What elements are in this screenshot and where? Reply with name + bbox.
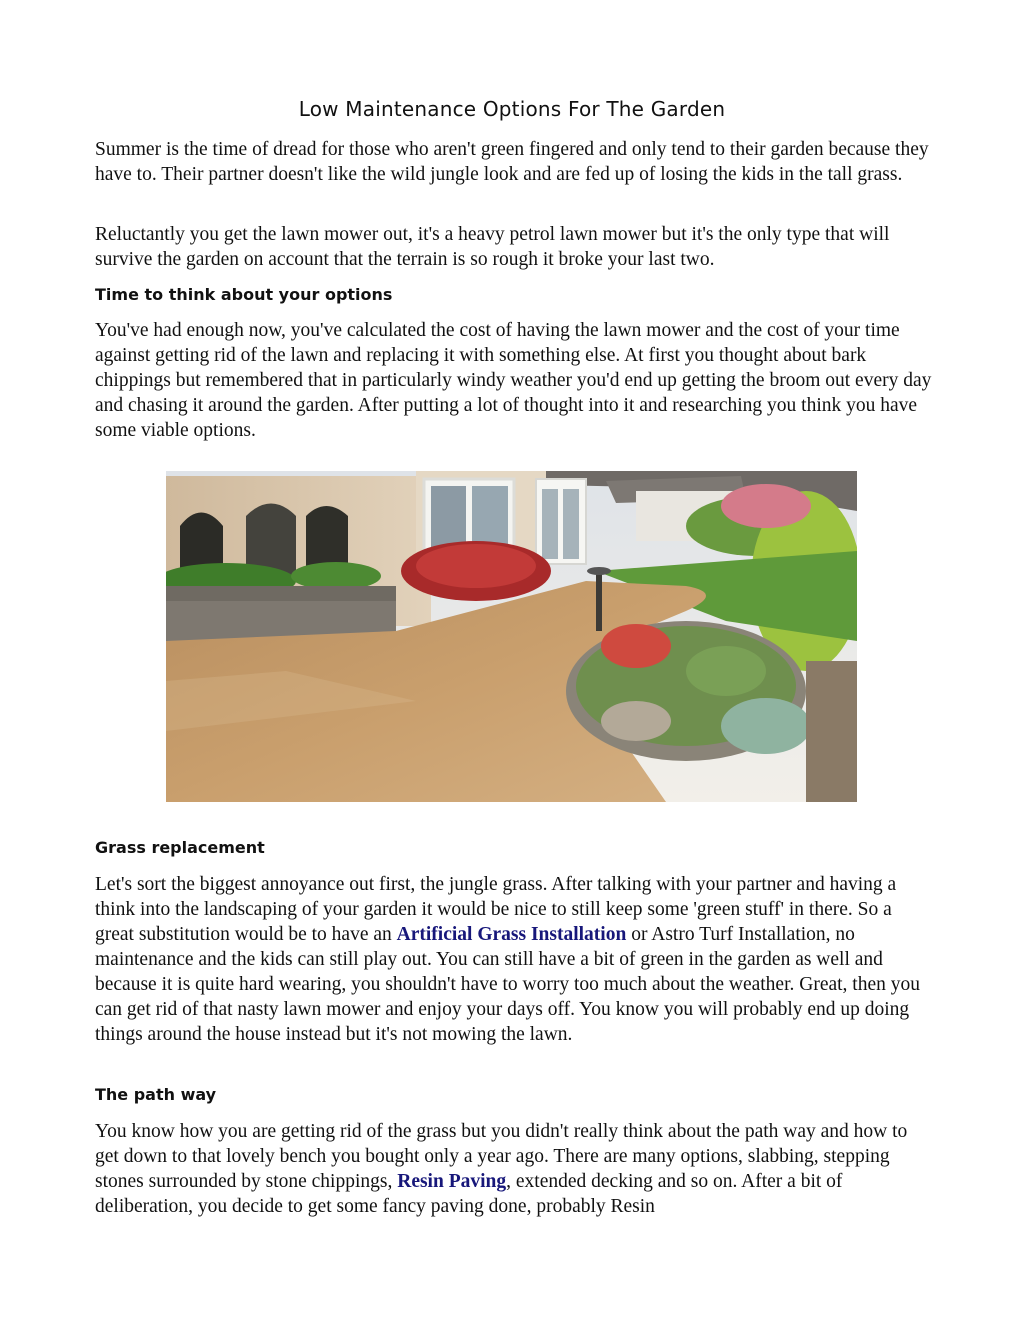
path-text-before: You know how you are getting rid of the grass but you didn't really think about the path way and how to get down to that lovely bench you bought only a year ago. There are many options, slabbing, stepping stones surrounded by stone chippings,: [95, 1121, 908, 1192]
path-paragraph: [95, 1119, 935, 1219]
heading-grass-replacement: Grass replacement: [95, 838, 265, 857]
options-paragraph: You've had enough now, you've calculated the cost of having the lawn mower and the cost of your time against getting rid of the lawn and replacing it with something else. At first you thought about bark chippings but remembered that in particularly windy weather you'd end up getting the broom out every day and chasing it around the garden. After putting a lot of thought into it and researching you think you have some viable options.: [95, 320, 932, 441]
garden-photo-illustration: [166, 471, 857, 802]
intro-paragraph-1: Summer is the time of dread for those who aren't green fingered and only tend to their garden because they have to. Their partner doesn't like the wild jungle look and are fed up of losing the kids in the tall grass.: [95, 139, 929, 185]
heading-path-way: The path way: [95, 1085, 217, 1104]
grass-text-after: or Astro Turf Installation, no maintenance and the kids can still play out. You can still have a bit of green in the garden as well and because it is quite hard wearing, you shouldn't have to worry too much about the weather. Great, then you can get rid of that nasty lawn mower and enjoy your days off. You know you will probably end up doing things around the house instead but it's not mowing the lawn.: [95, 924, 920, 1045]
path-text-after: , extended decking and so on. After a bit of deliberation, you decide to get some fancy paving done, probably Resin: [95, 1171, 843, 1217]
heading-options: Time to think about your options: [95, 285, 393, 304]
artificial-grass-link[interactable]: Artificial Grass Installation: [396, 924, 627, 945]
garden-photo: [166, 471, 857, 802]
grass-text-before: Let's sort the biggest annoyance out first, the jungle grass. After talking with your partner and having a think into the landscaping of your garden it would be nice to still keep some 'green stuff' in there. So a great substitution would be to have an: [95, 874, 897, 945]
grass-paragraph: [95, 872, 935, 1047]
page-title: Low Maintenance Options For The Garden: [298, 97, 726, 121]
resin-paving-link[interactable]: Resin Paving: [397, 1171, 507, 1192]
intro-paragraph-2: Reluctantly you get the lawn mower out, it's a heavy petrol lawn mower but it's the only type that will survive the garden on account that the terrain is so rough it broke your last two.: [95, 224, 890, 270]
